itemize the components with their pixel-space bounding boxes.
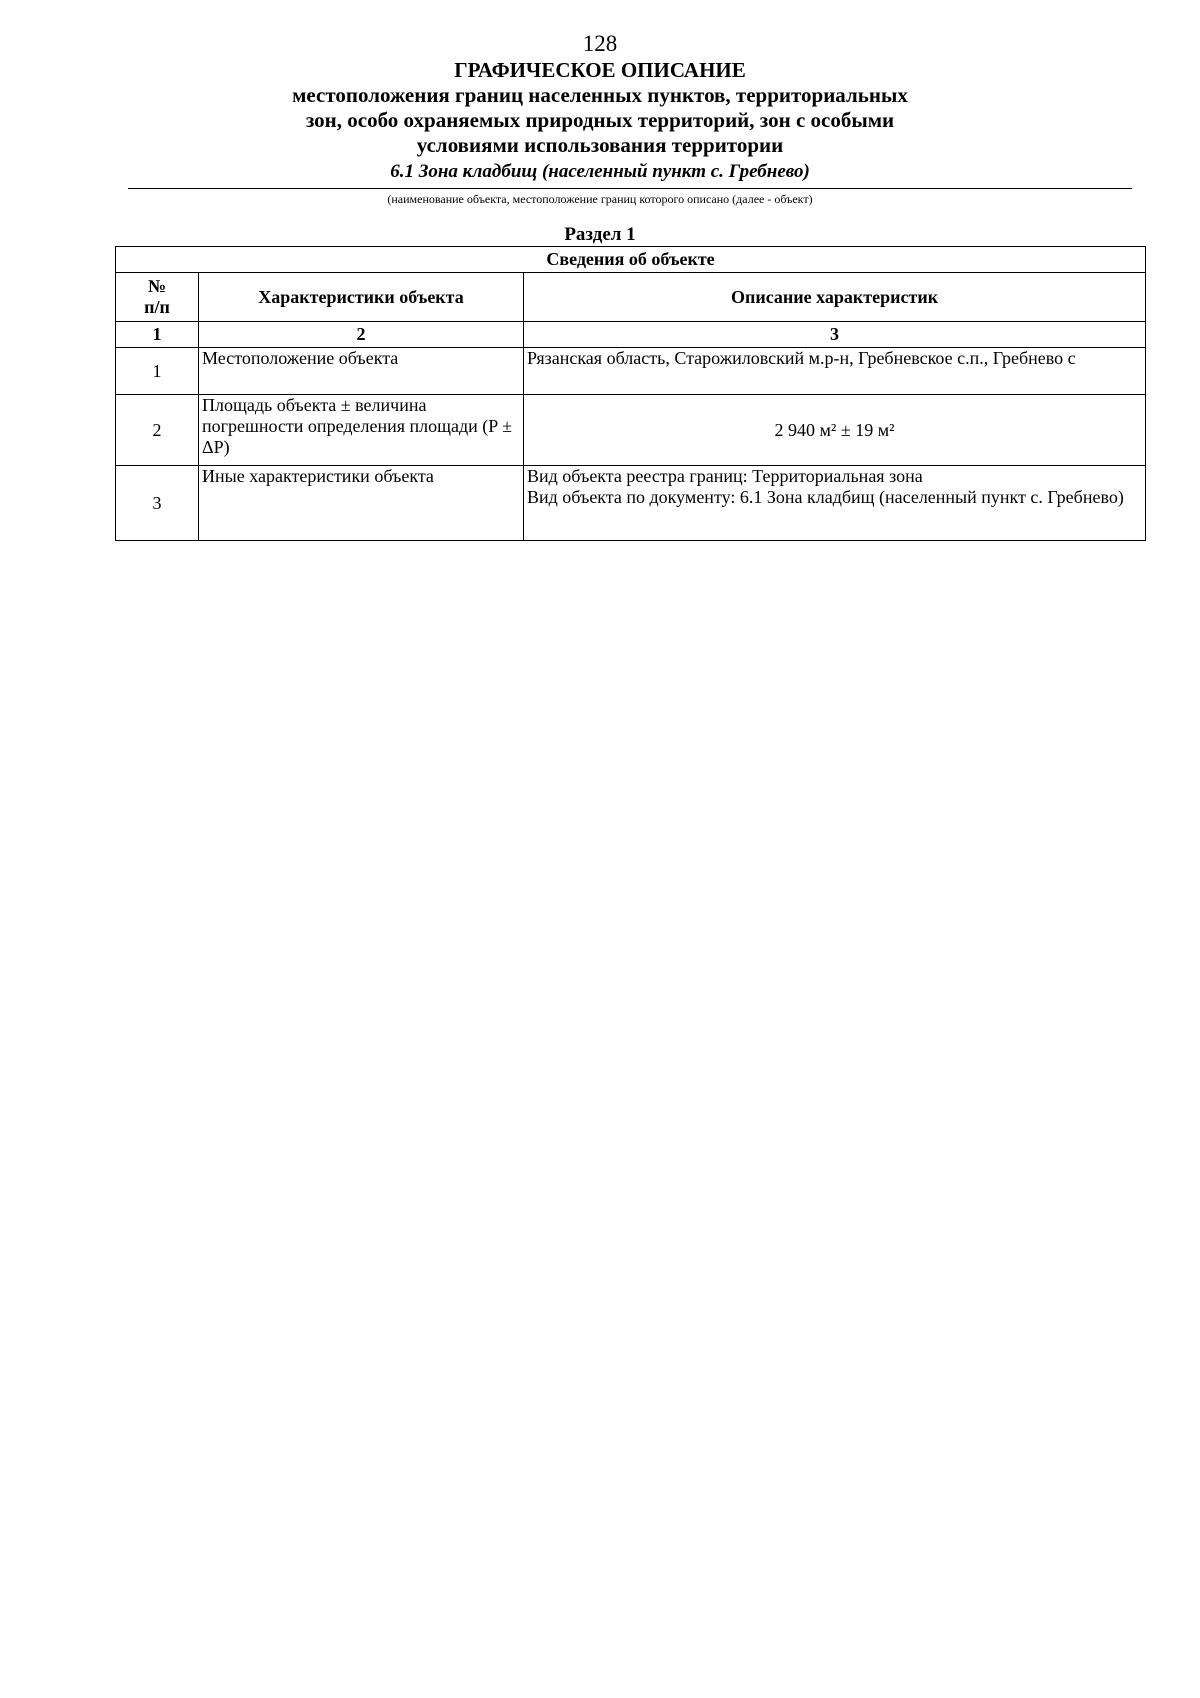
- row-description: 2 940 м² ± 19 м²: [524, 395, 1146, 466]
- document-subtitle-line-1: местоположения границ населенных пунктов, территориальных: [292, 83, 908, 107]
- row-description: Рязанская область, Старожиловский м.р-н, Гребневское с.п., Гребнево с: [524, 348, 1146, 395]
- column-number: 3: [524, 322, 1146, 348]
- object-name-caption: (наименование объекта, местоположение границ которого описано (далее - объект): [387, 192, 813, 206]
- row-description: [524, 466, 1146, 541]
- row-description-line-1: Вид объекта реестра границ: Территориальная зона: [527, 466, 923, 486]
- table-header-row: [116, 273, 1146, 322]
- column-number: 1: [116, 322, 199, 348]
- table-row: [116, 348, 1146, 395]
- column-header-description: Описание характеристик: [524, 273, 1146, 322]
- column-header-num: [116, 273, 199, 322]
- table-row: [116, 466, 1146, 541]
- row-number: 3: [116, 466, 199, 541]
- page-number: 128: [582, 31, 618, 56]
- row-characteristic: Площадь объекта ± величина погрешности определения площади (P ± ΔР): [199, 395, 524, 466]
- column-header-num-line-2: п/п: [144, 297, 170, 317]
- object-name: 6.1 Зона кладбищ (населенный пункт с. Гребнево): [390, 161, 810, 182]
- document-subtitle-line-3: условиями использования территории: [416, 133, 784, 157]
- column-header-characteristics: Характеристики объекта: [199, 273, 524, 322]
- document-subtitle-line-2: зон, особо охраняемых природных территорий, зон с особыми: [305, 108, 895, 132]
- column-number-row: [116, 322, 1146, 348]
- section-title: Раздел 1: [564, 224, 636, 245]
- column-number: 2: [199, 322, 524, 348]
- row-characteristic: Местоположение объекта: [199, 348, 524, 395]
- row-characteristic: Иные характеристики объекта: [199, 466, 524, 541]
- row-description-line-2: Вид объекта по документу: 6.1 Зона кладбищ (населенный пункт с. Гребнево): [527, 487, 1124, 507]
- column-header-num-line-1: №: [147, 276, 167, 296]
- row-number: 2: [116, 395, 199, 466]
- object-name-underline: [128, 188, 1132, 189]
- row-number: 1: [116, 348, 199, 395]
- document-title: ГРАФИЧЕСКОЕ ОПИСАНИЕ: [454, 58, 746, 82]
- table-caption: Сведения об объекте: [116, 247, 1146, 273]
- table-row: [116, 395, 1146, 466]
- table-caption-row: [116, 247, 1146, 273]
- object-info-table: [115, 246, 1146, 541]
